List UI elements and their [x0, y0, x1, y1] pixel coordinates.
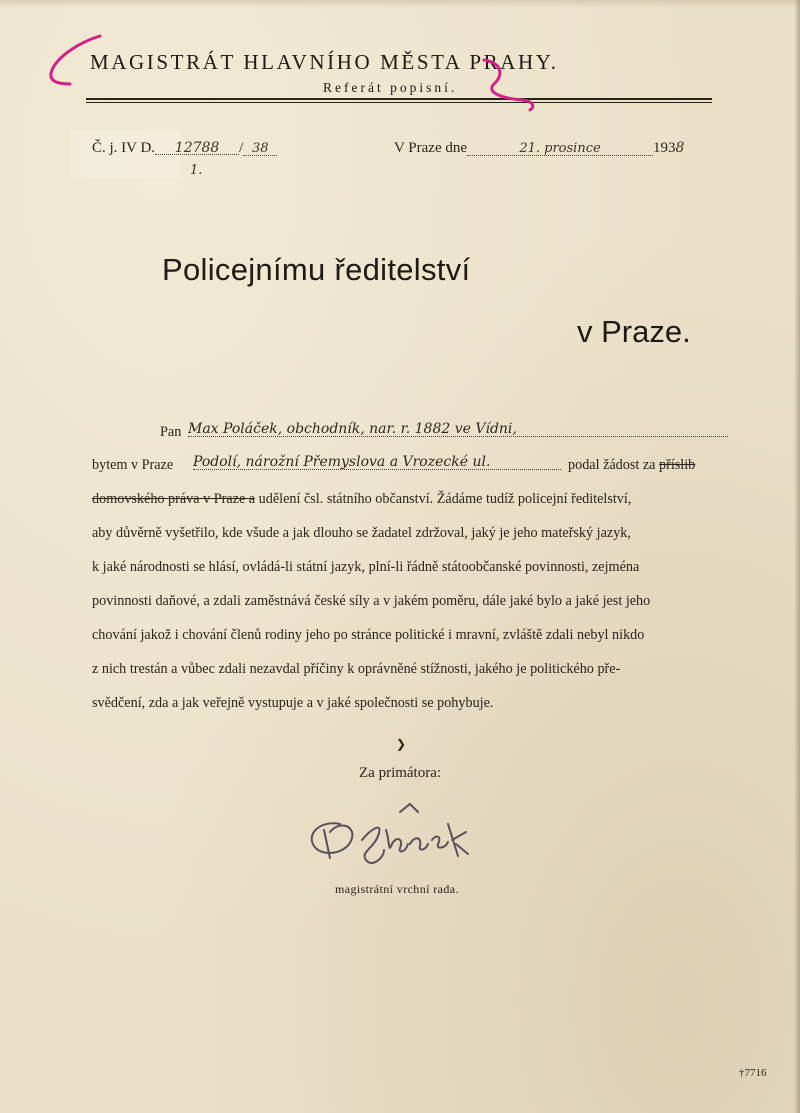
- body-line-5: k jaké národnosti se hlásí, ovládá-li státní jazyk, plní-li řádně státoobčanské povinnosti, zejména: [92, 559, 640, 575]
- magenta-marker-scribble: [0, 0, 800, 200]
- body-line-8: z nich trestán a vůbec zdali nezavdal příčiny k oprávněné stížnosti, jakého je politického pře-: [92, 661, 621, 677]
- addressee-line-1: Policejnímu ředitelství: [162, 252, 471, 287]
- za-primatora: Za primátora:: [359, 765, 442, 781]
- signature: [300, 800, 490, 875]
- ref-year: 38: [243, 141, 277, 156]
- date-value: 21. prosince: [467, 141, 653, 156]
- pan-label: Pan: [160, 424, 182, 440]
- header-subtitle: Referát popisní.: [323, 80, 458, 95]
- ink-mark: ❯: [396, 737, 407, 751]
- body-line-4: aby důvěrně vyšetřilo, kde všude a jak dlouho se žadatel zdržoval, jaký je jeho mateřský jazyk,: [92, 525, 631, 541]
- struck-text-1: příslib: [659, 457, 696, 473]
- form-number: †7716: [739, 1067, 767, 1079]
- date-line: [394, 140, 684, 157]
- address-field: Podolí, nárožní Přemyslova a Vrozecké ul.: [193, 454, 561, 470]
- signature-scrawl: [300, 800, 490, 870]
- bytem-label: bytem v Praze: [92, 457, 174, 473]
- addressee-line-2: v Praze.: [577, 314, 691, 349]
- year-suffix: 8: [675, 140, 685, 156]
- pan-name-field: Max Poláček, obchodník, nar. r. 1882 ve Vídni,: [188, 421, 728, 437]
- reference-number: Č. j. IV D. 12788 / 38: [92, 140, 277, 157]
- body-line-3: [92, 491, 631, 508]
- podal-text: podal žádost za: [568, 457, 656, 473]
- body-line-2-end: [568, 457, 695, 474]
- signer-title: magistrátní vrchní rada.: [335, 882, 459, 896]
- ref-label: Č. j. IV D.: [92, 140, 156, 156]
- header-title: MAGISTRÁT HLAVNÍHO MĚSTA PRAHY.: [90, 50, 559, 74]
- ref-number: 12788: [155, 140, 239, 155]
- signature-text: [300, 800, 306, 801]
- body-line-3-text: udělení čsl. státního občanství. Žádáme tudíž policejní ředitelství,: [258, 491, 632, 507]
- struck-text-2: domovského práva v Praze a: [92, 491, 256, 507]
- date-label: V Praze dne: [394, 140, 468, 156]
- body-line-9: svědčení, zda a jak veřejně vystupuje a v jaké společnosti se pohybuje.: [92, 695, 494, 711]
- body-line-6: povinnosti daňové, a zdali zaměstnává české síly a v jakém poměru, dále jaké bylo a jaké jest jeho: [92, 593, 651, 609]
- body-line-7: chování jakož i chování členů rodiny jeho po stránce politické i mravní, zvláště zdali nebyl nikdo: [92, 627, 645, 643]
- year-prefix: 193: [653, 140, 676, 156]
- ref-sub-number: 1.: [190, 163, 203, 178]
